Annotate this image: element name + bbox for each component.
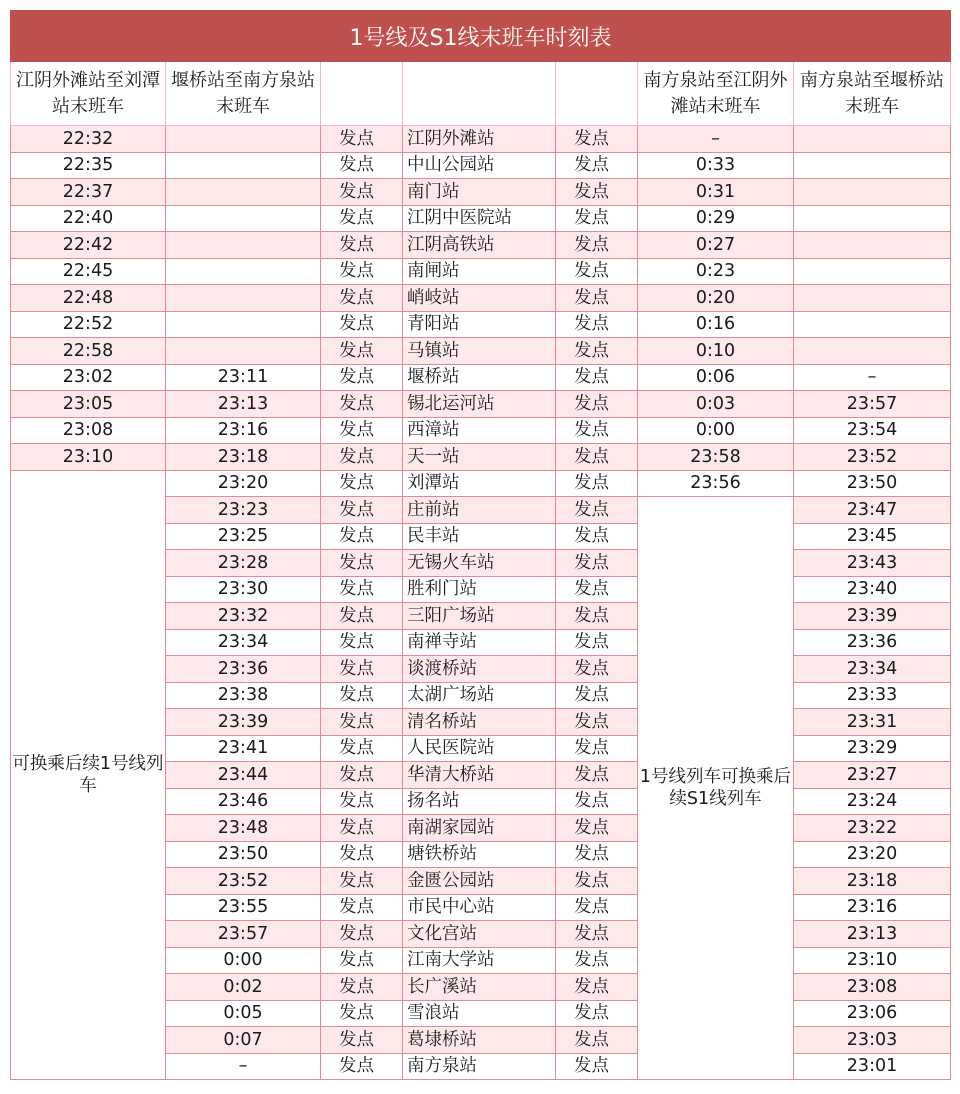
nanfangquan-to-yanqiao-time: 23:18: [794, 868, 951, 895]
nanfangquan-to-yanqiao-time: 23:45: [794, 523, 951, 550]
nanfangquan-to-jiangyin-time: 0:20: [638, 285, 794, 312]
departure-label: 发点: [321, 258, 403, 285]
departure-label: 发点: [556, 921, 638, 948]
nanfangquan-to-yanqiao-time: 23:06: [794, 1000, 951, 1027]
yanqiao-to-nanfangquan-time: 23:34: [166, 629, 321, 656]
departure-label: 发点: [321, 285, 403, 312]
departure-label: 发点: [321, 444, 403, 471]
station-name: 南禅寺站: [403, 629, 556, 656]
header-blank-station: [403, 62, 556, 126]
departure-label: 发点: [321, 576, 403, 603]
yanqiao-to-nanfangquan-time: 23:11: [166, 364, 321, 391]
yanqiao-to-nanfangquan-time: [166, 258, 321, 285]
station-name: 无锡火车站: [403, 550, 556, 577]
yanqiao-to-nanfangquan-time: –: [166, 1053, 321, 1080]
yanqiao-to-nanfangquan-time: [166, 232, 321, 259]
jiangyin-to-liutan-time: 23:02: [11, 364, 166, 391]
nanfangquan-to-yanqiao-time: 23:22: [794, 815, 951, 842]
departure-label: 发点: [321, 364, 403, 391]
jiangyin-to-liutan-time: 22:48: [11, 285, 166, 312]
nanfangquan-to-jiangyin-time: 0:10: [638, 338, 794, 365]
nanfangquan-to-yanqiao-time: 23:33: [794, 682, 951, 709]
jiangyin-to-liutan-time: 22:35: [11, 152, 166, 179]
station-name: 清名桥站: [403, 709, 556, 736]
header-yanqiao-to-nanfangquan: 堰桥站至南方泉站末班车: [166, 62, 321, 126]
departure-label: 发点: [556, 311, 638, 338]
departure-label: 发点: [556, 709, 638, 736]
station-name: 塘铁桥站: [403, 841, 556, 868]
table-row: [11, 444, 951, 471]
departure-label: 发点: [321, 232, 403, 259]
departure-label: 发点: [556, 788, 638, 815]
departure-label: 发点: [321, 841, 403, 868]
departure-label: 发点: [321, 682, 403, 709]
nanfangquan-to-jiangyin-time: 0:06: [638, 364, 794, 391]
nanfangquan-to-yanqiao-time: 23:01: [794, 1053, 951, 1080]
nanfangquan-to-yanqiao-time: 23:47: [794, 497, 951, 524]
station-name: 南门站: [403, 179, 556, 206]
nanfangquan-to-yanqiao-time: 23:10: [794, 947, 951, 974]
yanqiao-to-nanfangquan-time: 23:44: [166, 762, 321, 789]
station-name: 江阴高铁站: [403, 232, 556, 259]
departure-label: 发点: [556, 179, 638, 206]
yanqiao-to-nanfangquan-time: 23:28: [166, 550, 321, 577]
departure-label: 发点: [321, 1053, 403, 1080]
nanfangquan-to-yanqiao-time: –: [794, 364, 951, 391]
departure-label: 发点: [556, 444, 638, 471]
table-title: 1号线及S1线末班车时刻表: [11, 11, 951, 62]
departure-label: 发点: [321, 152, 403, 179]
departure-label: 发点: [321, 656, 403, 683]
transfer-note-line1: 可换乘后续1号线列车: [11, 470, 166, 1080]
departure-label: 发点: [321, 1000, 403, 1027]
departure-label: 发点: [556, 391, 638, 418]
station-name: 长广溪站: [403, 974, 556, 1001]
nanfangquan-to-jiangyin-time: 0:03: [638, 391, 794, 418]
departure-label: 发点: [556, 1053, 638, 1080]
nanfangquan-to-jiangyin-time: 0:27: [638, 232, 794, 259]
station-name: 市民中心站: [403, 894, 556, 921]
jiangyin-to-liutan-time: 22:45: [11, 258, 166, 285]
table-row: [11, 152, 951, 179]
nanfangquan-to-jiangyin-time: 0:33: [638, 152, 794, 179]
departure-label: 发点: [556, 232, 638, 259]
table-row: [11, 205, 951, 232]
yanqiao-to-nanfangquan-time: 23:48: [166, 815, 321, 842]
departure-label: 发点: [556, 656, 638, 683]
departure-label: 发点: [321, 762, 403, 789]
departure-label: 发点: [556, 285, 638, 312]
yanqiao-to-nanfangquan-time: 23:46: [166, 788, 321, 815]
jiangyin-to-liutan-time: 23:10: [11, 444, 166, 471]
yanqiao-to-nanfangquan-time: 23:50: [166, 841, 321, 868]
departure-label: 发点: [556, 364, 638, 391]
yanqiao-to-nanfangquan-time: 0:00: [166, 947, 321, 974]
departure-label: 发点: [321, 179, 403, 206]
table-row: [11, 232, 951, 259]
yanqiao-to-nanfangquan-time: [166, 126, 321, 153]
departure-label: 发点: [321, 788, 403, 815]
nanfangquan-to-jiangyin-time: 0:29: [638, 205, 794, 232]
nanfangquan-to-yanqiao-time: 23:39: [794, 603, 951, 630]
departure-label: 发点: [556, 1000, 638, 1027]
header-nanfangquan-to-yanqiao: 南方泉站至堰桥站末班车: [794, 62, 951, 126]
departure-label: 发点: [321, 894, 403, 921]
jiangyin-to-liutan-time: 22:42: [11, 232, 166, 259]
departure-label: 发点: [321, 523, 403, 550]
nanfangquan-to-yanqiao-time: 23:36: [794, 629, 951, 656]
departure-label: 发点: [556, 205, 638, 232]
nanfangquan-to-jiangyin-time: 0:16: [638, 311, 794, 338]
departure-label: 发点: [556, 126, 638, 153]
nanfangquan-to-yanqiao-time: [794, 232, 951, 259]
yanqiao-to-nanfangquan-time: [166, 179, 321, 206]
jiangyin-to-liutan-time: 22:52: [11, 311, 166, 338]
nanfangquan-to-jiangyin-time: 23:56: [638, 470, 794, 497]
station-name: 马镇站: [403, 338, 556, 365]
station-name: 天一站: [403, 444, 556, 471]
station-name: 雪浪站: [403, 1000, 556, 1027]
station-name: 青阳站: [403, 311, 556, 338]
departure-label: 发点: [321, 338, 403, 365]
departure-label: 发点: [556, 868, 638, 895]
station-name: 江南大学站: [403, 947, 556, 974]
nanfangquan-to-yanqiao-time: 23:13: [794, 921, 951, 948]
yanqiao-to-nanfangquan-time: 23:18: [166, 444, 321, 471]
table-row: [11, 417, 951, 444]
jiangyin-to-liutan-time: 22:40: [11, 205, 166, 232]
yanqiao-to-nanfangquan-time: 23:13: [166, 391, 321, 418]
departure-label: 发点: [556, 762, 638, 789]
nanfangquan-to-yanqiao-time: 23:31: [794, 709, 951, 736]
table-row: [11, 338, 951, 365]
departure-label: 发点: [556, 682, 638, 709]
departure-label: 发点: [321, 629, 403, 656]
station-name: 文化宫站: [403, 921, 556, 948]
yanqiao-to-nanfangquan-time: 0:07: [166, 1027, 321, 1054]
nanfangquan-to-yanqiao-time: [794, 205, 951, 232]
station-name: 金匮公园站: [403, 868, 556, 895]
nanfangquan-to-jiangyin-time: 23:58: [638, 444, 794, 471]
header-blank-1: [321, 62, 403, 126]
departure-label: 发点: [321, 735, 403, 762]
departure-label: 发点: [321, 921, 403, 948]
yanqiao-to-nanfangquan-time: 23:32: [166, 603, 321, 630]
station-name: 太湖广场站: [403, 682, 556, 709]
table-row: [11, 391, 951, 418]
table-row: [11, 364, 951, 391]
station-name: 胜利门站: [403, 576, 556, 603]
departure-label: 发点: [556, 841, 638, 868]
departure-label: 发点: [556, 550, 638, 577]
station-name: 刘潭站: [403, 470, 556, 497]
departure-label: 发点: [321, 709, 403, 736]
station-name: 西漳站: [403, 417, 556, 444]
nanfangquan-to-yanqiao-time: 23:27: [794, 762, 951, 789]
yanqiao-to-nanfangquan-time: 23:25: [166, 523, 321, 550]
departure-label: 发点: [556, 894, 638, 921]
departure-label: 发点: [321, 550, 403, 577]
yanqiao-to-nanfangquan-time: [166, 285, 321, 312]
nanfangquan-to-yanqiao-time: 23:16: [794, 894, 951, 921]
station-name: 民丰站: [403, 523, 556, 550]
departure-label: 发点: [556, 947, 638, 974]
jiangyin-to-liutan-time: 23:05: [11, 391, 166, 418]
table-row: [11, 258, 951, 285]
station-name: 南方泉站: [403, 1053, 556, 1080]
yanqiao-to-nanfangquan-time: 23:55: [166, 894, 321, 921]
yanqiao-to-nanfangquan-time: 23:30: [166, 576, 321, 603]
departure-label: 发点: [556, 497, 638, 524]
station-name: 峭岐站: [403, 285, 556, 312]
station-name: 堰桥站: [403, 364, 556, 391]
departure-label: 发点: [556, 338, 638, 365]
yanqiao-to-nanfangquan-time: 23:38: [166, 682, 321, 709]
yanqiao-to-nanfangquan-time: [166, 152, 321, 179]
yanqiao-to-nanfangquan-time: 23:16: [166, 417, 321, 444]
yanqiao-to-nanfangquan-time: 0:02: [166, 974, 321, 1001]
nanfangquan-to-yanqiao-time: [794, 126, 951, 153]
header-nanfangquan-to-jiangyin: 南方泉站至江阴外滩站末班车: [638, 62, 794, 126]
departure-label: 发点: [556, 523, 638, 550]
timetable: [10, 10, 951, 1080]
yanqiao-to-nanfangquan-time: [166, 338, 321, 365]
transfer-note-s1: 1号线列车可换乘后续S1线列车: [638, 497, 794, 1080]
departure-label: 发点: [556, 815, 638, 842]
nanfangquan-to-yanqiao-time: 23:40: [794, 576, 951, 603]
departure-label: 发点: [321, 470, 403, 497]
nanfangquan-to-yanqiao-time: 23:52: [794, 444, 951, 471]
departure-label: 发点: [556, 152, 638, 179]
table-row: [11, 126, 951, 153]
nanfangquan-to-yanqiao-time: [794, 179, 951, 206]
departure-label: 发点: [321, 868, 403, 895]
station-name: 江阴中医院站: [403, 205, 556, 232]
station-name: 锡北运河站: [403, 391, 556, 418]
station-name: 葛埭桥站: [403, 1027, 556, 1054]
nanfangquan-to-yanqiao-time: [794, 258, 951, 285]
nanfangquan-to-yanqiao-time: 23:20: [794, 841, 951, 868]
station-name: 中山公园站: [403, 152, 556, 179]
nanfangquan-to-jiangyin-time: 0:23: [638, 258, 794, 285]
yanqiao-to-nanfangquan-time: 23:52: [166, 868, 321, 895]
nanfangquan-to-yanqiao-time: 23:54: [794, 417, 951, 444]
departure-label: 发点: [321, 311, 403, 338]
station-name: 南闸站: [403, 258, 556, 285]
departure-label: 发点: [556, 735, 638, 762]
jiangyin-to-liutan-time: 23:08: [11, 417, 166, 444]
departure-label: 发点: [556, 576, 638, 603]
table-row: [11, 179, 951, 206]
nanfangquan-to-jiangyin-time: –: [638, 126, 794, 153]
header-blank-2: [556, 62, 638, 126]
table-row: [11, 470, 951, 497]
nanfangquan-to-yanqiao-time: 23:08: [794, 974, 951, 1001]
table-row: [11, 311, 951, 338]
departure-label: 发点: [321, 126, 403, 153]
nanfangquan-to-yanqiao-time: 23:24: [794, 788, 951, 815]
station-name: 人民医院站: [403, 735, 556, 762]
jiangyin-to-liutan-time: 22:37: [11, 179, 166, 206]
departure-label: 发点: [556, 258, 638, 285]
departure-label: 发点: [556, 629, 638, 656]
yanqiao-to-nanfangquan-time: 23:57: [166, 921, 321, 948]
departure-label: 发点: [556, 1027, 638, 1054]
nanfangquan-to-yanqiao-time: [794, 152, 951, 179]
jiangyin-to-liutan-time: 22:58: [11, 338, 166, 365]
yanqiao-to-nanfangquan-time: 0:05: [166, 1000, 321, 1027]
station-name: 华清大桥站: [403, 762, 556, 789]
departure-label: 发点: [556, 470, 638, 497]
header-jiangyin-to-liutan: 江阴外滩站至刘潭站末班车: [11, 62, 166, 126]
nanfangquan-to-yanqiao-time: 23:34: [794, 656, 951, 683]
departure-label: 发点: [321, 815, 403, 842]
departure-label: 发点: [321, 974, 403, 1001]
yanqiao-to-nanfangquan-time: 23:23: [166, 497, 321, 524]
nanfangquan-to-jiangyin-time: 0:31: [638, 179, 794, 206]
yanqiao-to-nanfangquan-time: [166, 205, 321, 232]
departure-label: 发点: [321, 603, 403, 630]
nanfangquan-to-yanqiao-time: 23:57: [794, 391, 951, 418]
departure-label: 发点: [556, 603, 638, 630]
departure-label: 发点: [321, 1027, 403, 1054]
departure-label: 发点: [321, 497, 403, 524]
nanfangquan-to-yanqiao-time: 23:03: [794, 1027, 951, 1054]
nanfangquan-to-yanqiao-time: [794, 338, 951, 365]
yanqiao-to-nanfangquan-time: 23:20: [166, 470, 321, 497]
station-name: 三阳广场站: [403, 603, 556, 630]
yanqiao-to-nanfangquan-time: 23:36: [166, 656, 321, 683]
departure-label: 发点: [321, 205, 403, 232]
departure-label: 发点: [556, 974, 638, 1001]
nanfangquan-to-yanqiao-time: [794, 285, 951, 312]
nanfangquan-to-jiangyin-time: 0:00: [638, 417, 794, 444]
station-name: 谈渡桥站: [403, 656, 556, 683]
station-name: 扬名站: [403, 788, 556, 815]
station-name: 庄前站: [403, 497, 556, 524]
nanfangquan-to-yanqiao-time: 23:50: [794, 470, 951, 497]
departure-label: 发点: [321, 947, 403, 974]
departure-label: 发点: [321, 391, 403, 418]
nanfangquan-to-yanqiao-time: [794, 311, 951, 338]
departure-label: 发点: [556, 417, 638, 444]
station-name: 南湖家园站: [403, 815, 556, 842]
station-name: 江阴外滩站: [403, 126, 556, 153]
table-row: [11, 285, 951, 312]
yanqiao-to-nanfangquan-time: [166, 311, 321, 338]
departure-label: 发点: [321, 417, 403, 444]
jiangyin-to-liutan-time: 22:32: [11, 126, 166, 153]
yanqiao-to-nanfangquan-time: 23:39: [166, 709, 321, 736]
nanfangquan-to-yanqiao-time: 23:43: [794, 550, 951, 577]
nanfangquan-to-yanqiao-time: 23:29: [794, 735, 951, 762]
yanqiao-to-nanfangquan-time: 23:41: [166, 735, 321, 762]
